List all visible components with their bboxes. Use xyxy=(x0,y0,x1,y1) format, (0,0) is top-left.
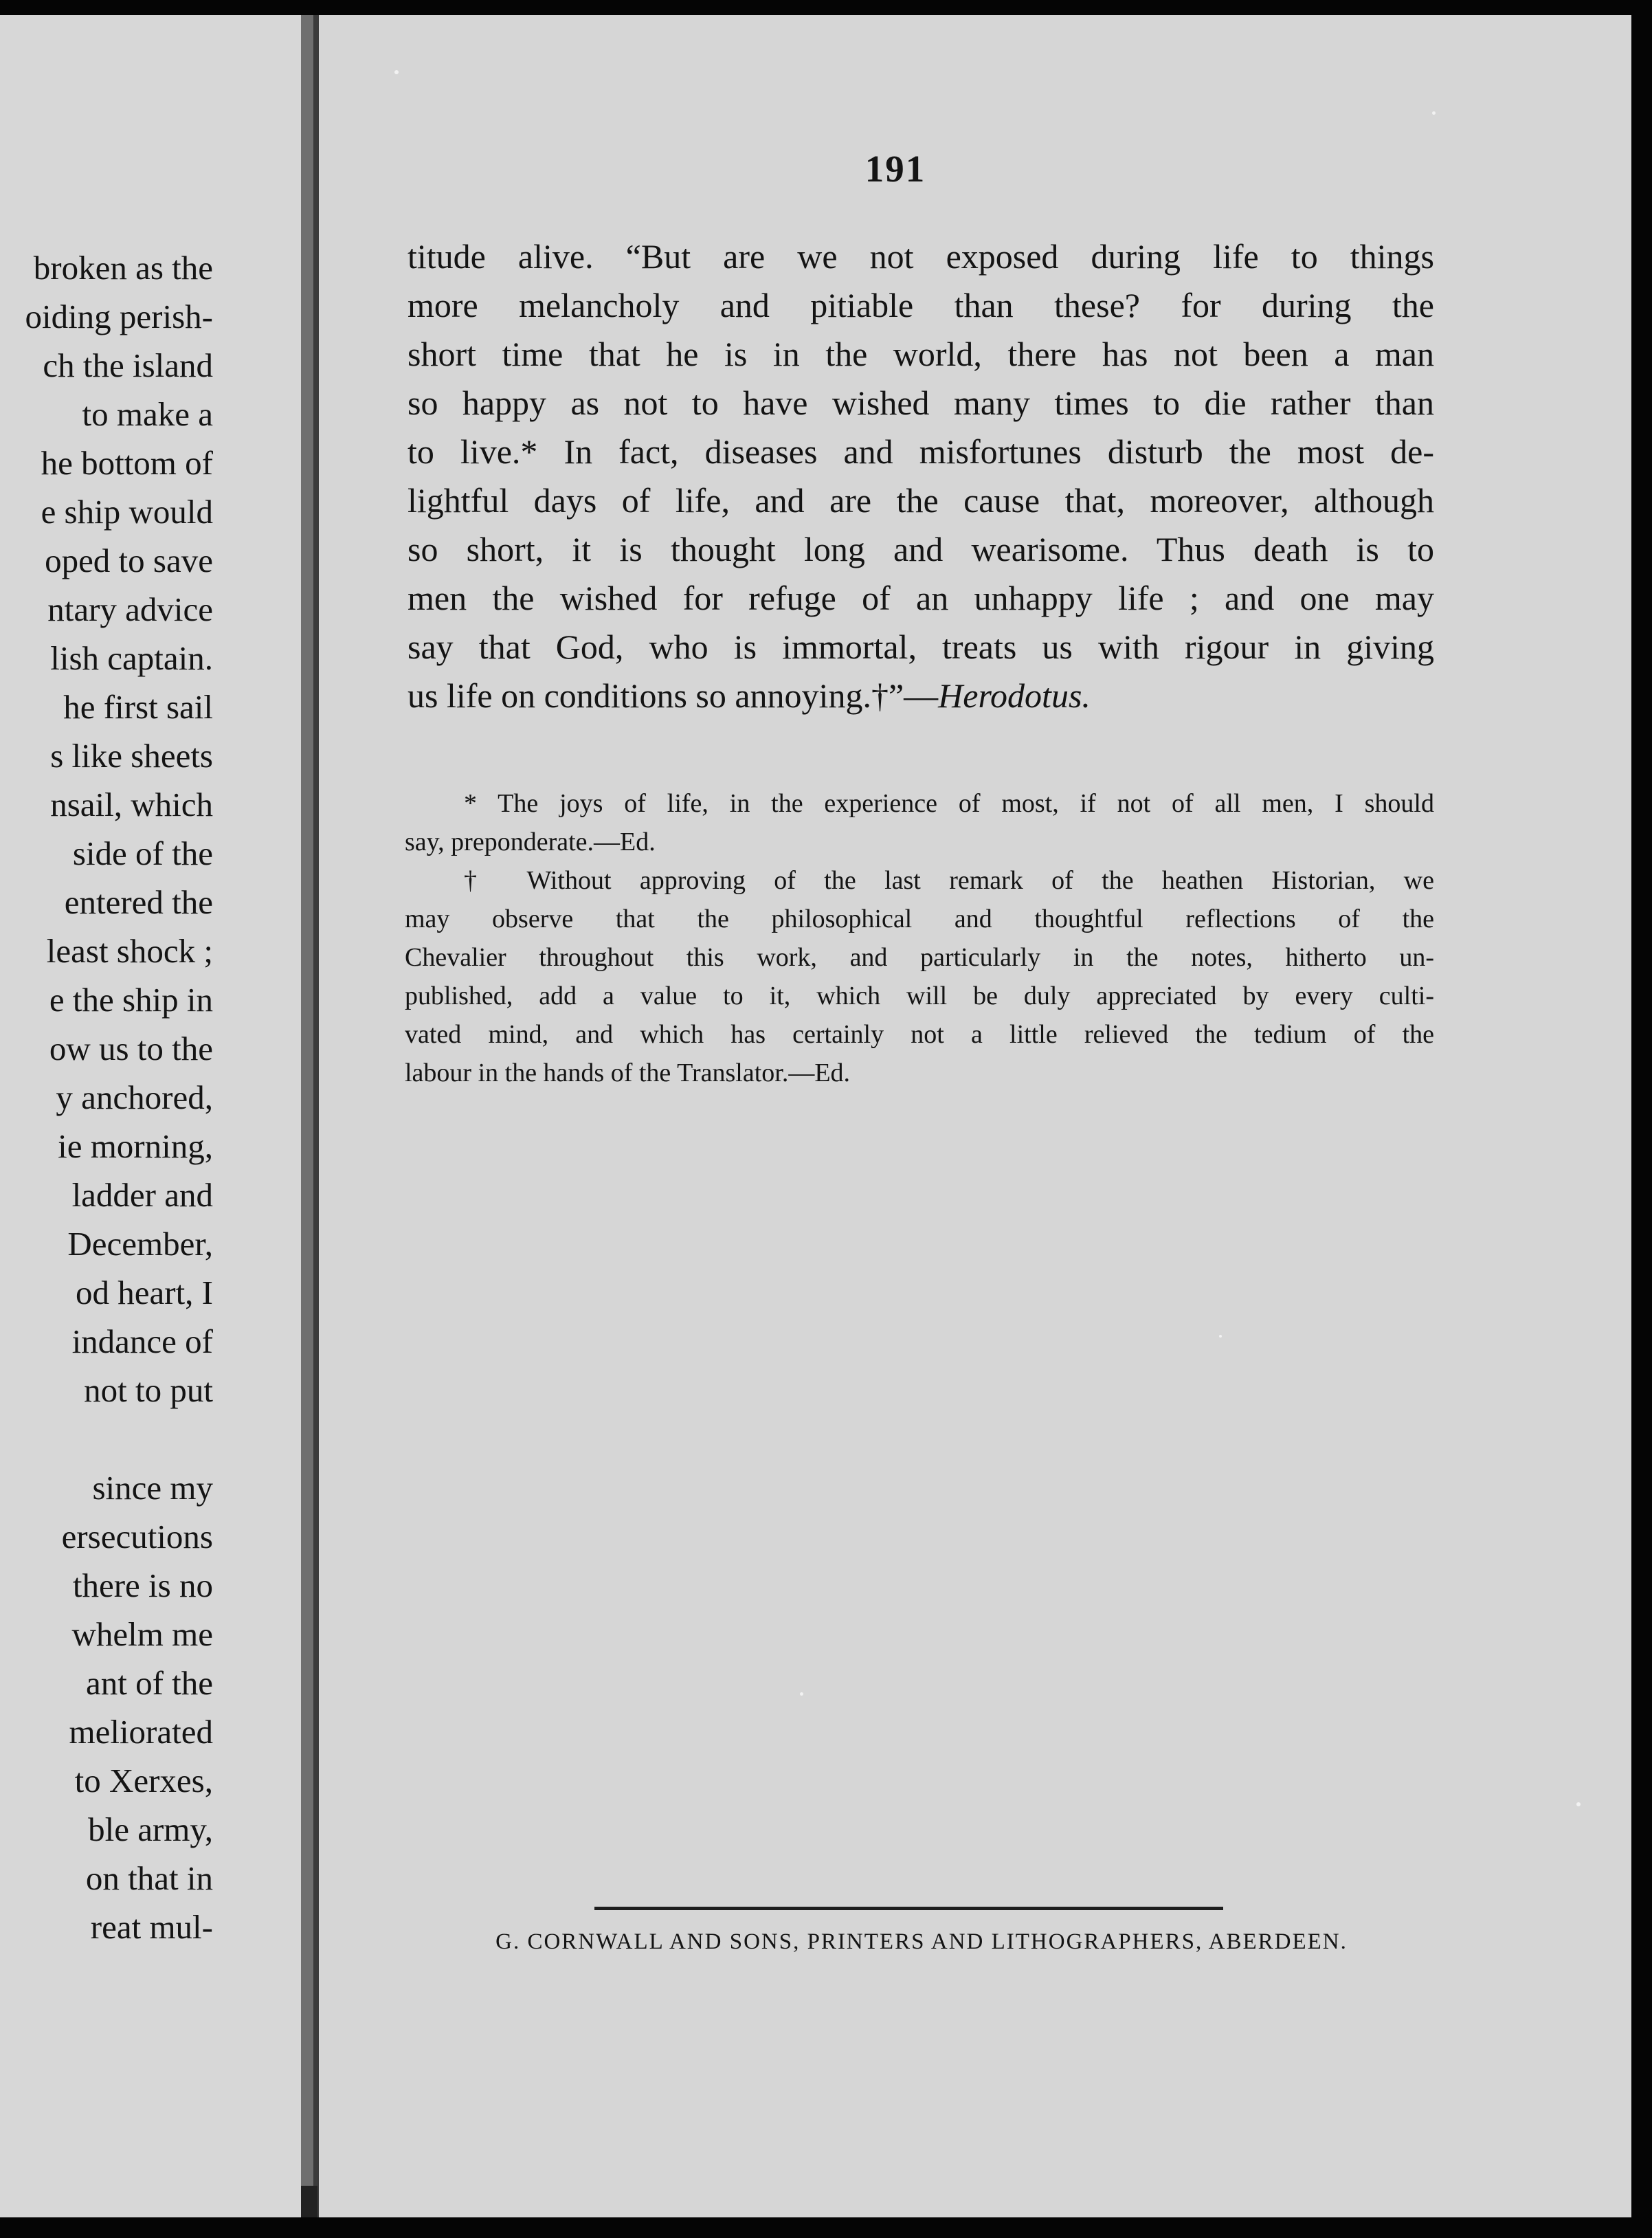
footnote-2-line: Chevalier throughout this work, and particularly in the notes, hitherto un- xyxy=(405,943,1434,972)
left-page-line: ble army, xyxy=(88,1810,213,1848)
body-line: titude alive. “But are we not exposed during life to things xyxy=(408,237,1434,276)
left-page-line: ch the island xyxy=(43,346,213,384)
body-line-last xyxy=(408,672,1434,720)
left-page-line: to make a xyxy=(82,395,213,433)
left-page-line: there is no xyxy=(72,1566,213,1604)
footnote-2-line: vated mind, and which has certainly not a little relieved the tedium of the xyxy=(405,1020,1434,1049)
left-page-line: side of the xyxy=(72,834,213,872)
left-page-line: e ship would xyxy=(41,493,213,531)
footnote-2-line: labour in the hands of the Translator.—Ed. xyxy=(405,1059,851,1087)
book-gutter-shadow xyxy=(301,2186,317,2217)
left-page-line: oped to save xyxy=(45,542,213,579)
left-page-line: ersecutions xyxy=(61,1518,213,1555)
attribution: Herodotus. xyxy=(938,676,1091,715)
body-line: say that God, who is immortal, treats us with rigour in giving xyxy=(408,628,1434,666)
page-number: 191 xyxy=(864,148,926,190)
body-line: men the wished for refuge of an unhappy life ; and one may xyxy=(408,579,1434,617)
paper-speck xyxy=(1432,111,1436,115)
left-page-line: December, xyxy=(67,1225,213,1263)
left-page-line: on that in xyxy=(85,1859,213,1897)
left-page-line: indance of xyxy=(71,1322,213,1360)
left-page-line: ant of the xyxy=(85,1664,213,1702)
left-page-line: whelm me xyxy=(71,1615,213,1653)
body-line: so happy as not to have wished many times to die rather than xyxy=(408,384,1434,422)
left-page-line: reat mul- xyxy=(90,1908,213,1946)
left-page-line: y anchored, xyxy=(56,1078,213,1116)
book-gutter-edge xyxy=(313,15,319,2217)
footnote-1-line: * The joys of life, in the experience of most, if not of all men, I should xyxy=(464,789,1434,818)
footnotes xyxy=(405,784,1434,1092)
left-page-line: not to put xyxy=(84,1371,213,1409)
paper-speck xyxy=(1219,1335,1222,1338)
paper-speck xyxy=(800,1692,803,1696)
footnote-2-line: † Without approving of the last remark of the heathen Historian, we xyxy=(464,866,1434,895)
printer-rule xyxy=(594,1907,1223,1910)
footnote-1-line: say, preponderate.—Ed. xyxy=(405,828,656,856)
left-page-line: he first sail xyxy=(63,688,213,726)
printer-imprint: G. CORNWALL AND SONS, PRINTERS AND LITHOGRAPHERS, ABERDEEN. xyxy=(495,1929,1348,1954)
left-page-line: entered the xyxy=(64,883,213,921)
left-page-line: ladder and xyxy=(71,1176,213,1214)
left-page-line: ow us to the xyxy=(49,1030,213,1067)
paper-speck xyxy=(394,70,399,74)
left-page-line: to Xerxes, xyxy=(74,1762,213,1799)
paper-speck xyxy=(1576,1802,1581,1806)
body-line: more melancholy and pitiable than these? for during the xyxy=(408,286,1434,324)
left-page-line: broken as the xyxy=(33,249,213,287)
left-page-line: since my xyxy=(92,1469,213,1507)
left-page-line: lish captain. xyxy=(50,639,213,677)
body-line: to live.* In fact, diseases and misfortunes disturb the most de- xyxy=(408,432,1434,471)
body-line: short time that he is in the world, there has not been a man xyxy=(408,335,1434,373)
body-paragraph xyxy=(408,232,1434,720)
left-page-line: s like sheets xyxy=(50,737,213,775)
left-page-line: od heart, I xyxy=(76,1274,213,1311)
left-page-line: nsail, which xyxy=(50,786,213,823)
footnote-2-line: published, add a value to it, which will be duly appreciated by every culti- xyxy=(405,982,1434,1010)
body-line: lightful days of life, and are the cause that, moreover, although xyxy=(408,481,1434,520)
left-page-line: oiding perish- xyxy=(25,298,213,335)
left-page-line: least shock ; xyxy=(46,932,213,970)
left-page-line: ie morning, xyxy=(58,1127,213,1165)
footnote-2-line: may observe that the philosophical and thoughtful reflections of the xyxy=(405,905,1434,933)
left-page-line: e the ship in xyxy=(49,981,213,1019)
left-page-line: meliorated xyxy=(69,1713,213,1751)
body-line: so short, it is thought long and wearisome. Thus death is to xyxy=(408,530,1434,568)
left-page-fragment xyxy=(0,15,301,2217)
body-line-text: us life on conditions so annoying.†”— xyxy=(408,676,939,715)
left-page-line: he bottom of xyxy=(41,444,213,482)
left-page-line: ntary advice xyxy=(47,590,213,628)
book-gutter xyxy=(301,15,313,2217)
